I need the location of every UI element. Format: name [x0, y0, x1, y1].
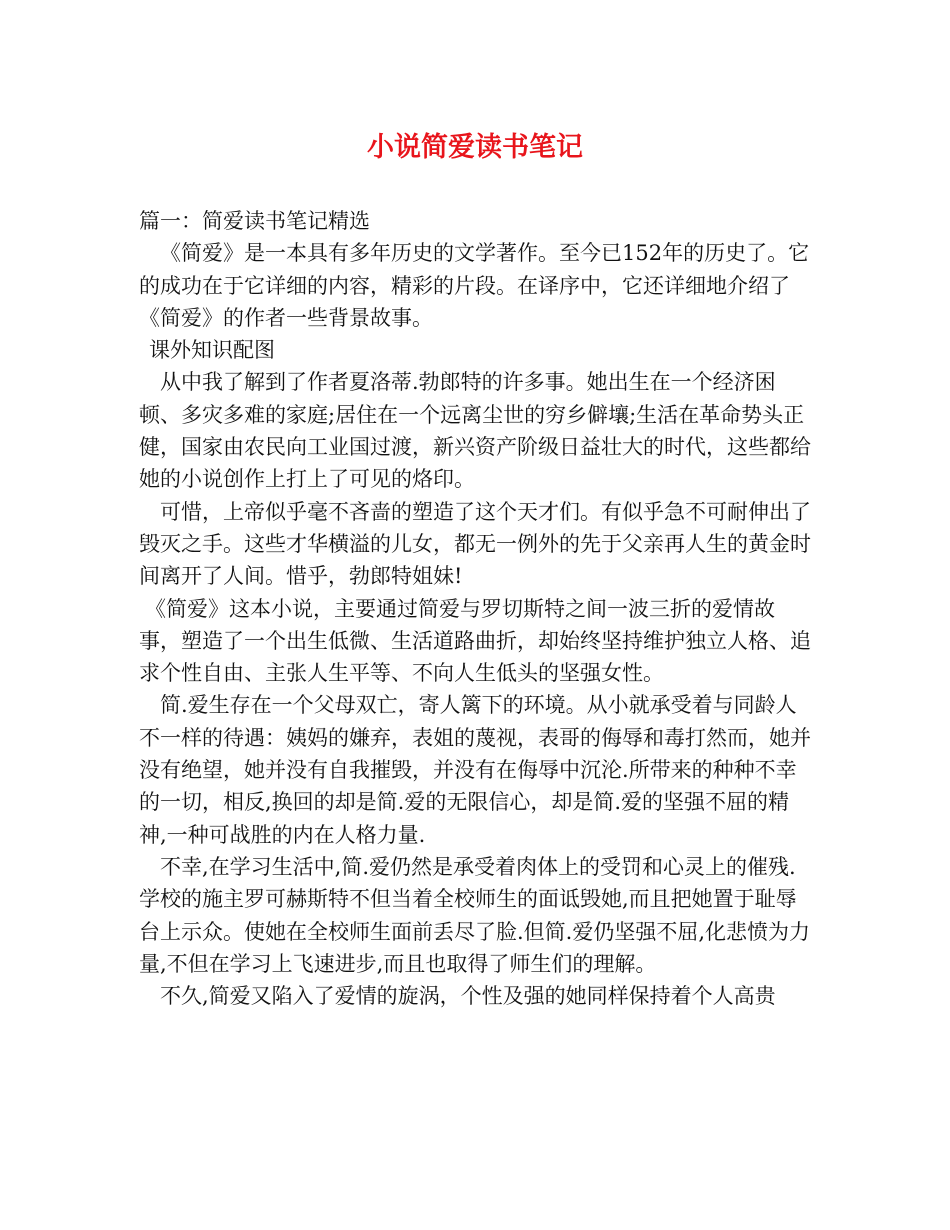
paragraph-love: 不久,简爱又陷入了爱情的旋涡，个性及强的她同样保持着个人高贵 [160, 984, 776, 1009]
paragraph-bronte-sisters: 可惜，上帝似乎毫不吝啬的塑造了这个天才们。有似乎急不可耐伸出了毁灭之手。这些才华横溢的儿女，都无一例外的先于父亲再人生的黄金时间离开了人间。惜乎，勃郎特姐妹! [139, 499, 811, 589]
paragraph-intro: 《简爱》是一本具有多年历史的文学著作。至今已152年的历史了。它的成功在于它详细的内容，精彩的片段。在译序中，它还详细地介绍了《简爱》的作者一些背景故事。 [139, 241, 810, 330]
document-title: 小说简爱读书笔记 [367, 132, 583, 163]
section-heading: 篇一：简爱读书笔记精选 [139, 209, 370, 233]
paragraph-school: 不幸,在学习生活中,简.爱仍然是承受着肉体上的受罚和心灵上的催残.学校的施主罗可赫斯特不但当着全校师生的面诋毁她,而且把她置于耻辱台上示众。使她在全校师生面前丢尽了脸.但简.爱仍坚强不屈,化悲愤为力量,不但在学习上飞速进步,而且也取得了师生们的理解。 [139, 854, 811, 976]
paragraph-novel-summary: 《简爱》这本小说，主要通过简爱与罗切斯特之间一波三折的爱情故事，塑造了一个出生低微、生活道路曲折，却始终坚持维护独立人格、追求个性自由、主张人生平等、不向人生低头的坚强女性。 [139, 596, 811, 686]
paragraph-author-background: 从中我了解到了作者夏洛蒂.勃郎特的许多事。她出生在一个经济困顿、多灾多难的家庭;居住在一个远离尘世的穷乡僻壤;生活在革命势头正健，国家由农民向工业国过渡，新兴资产阶级日益壮大的时代，这些都给她的小说创作上打上了可见的烙印。 [139, 370, 811, 492]
image-caption: 课外知识配图 [149, 338, 275, 363]
paragraph-childhood: 简.爱生存在一个父母双亡，寄人篱下的环境。从小就承受着与同龄人不一样的待遇：姨妈的嫌弃，表姐的蔑视，表哥的侮辱和毒打然而，她并没有绝望，她并没有自我摧毁，并没有在侮辱中沉沦.所带来的种种不幸的一切，相反,换回的却是简.爱的无限信心，却是简.爱的坚强不屈的精神,一种可战胜的内在人格力量. [139, 693, 811, 847]
document-body [139, 205, 815, 1012]
